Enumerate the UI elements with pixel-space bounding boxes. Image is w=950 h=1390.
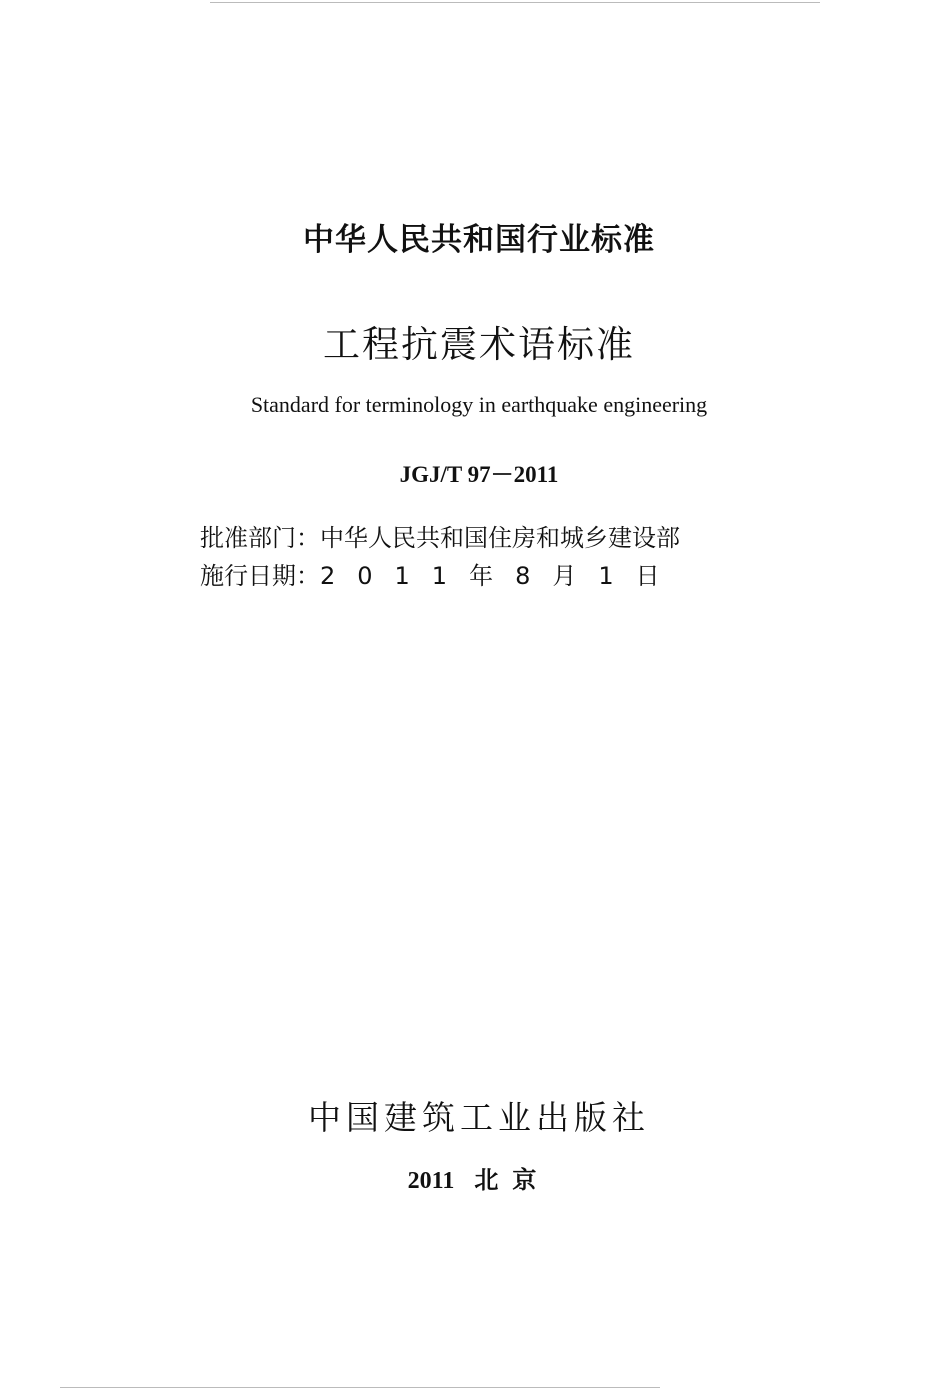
effective-date-value: 2011年8月1日 xyxy=(320,562,682,590)
approver-label: 批准部门： xyxy=(200,524,320,552)
standard-series: 中华人民共和国行业标准 xyxy=(303,222,655,258)
title-english: Standard for terminology in earthquake engineering xyxy=(250,392,708,417)
effective-date-row xyxy=(200,556,682,591)
publication-place xyxy=(0,1160,950,1195)
scan-edge-top xyxy=(210,2,820,3)
scan-edge-bottom xyxy=(60,1387,660,1388)
approver-row xyxy=(200,518,680,553)
publication-city: 北京 xyxy=(474,1166,551,1194)
standard-code: JGJ/T 97－2011 xyxy=(399,462,559,487)
title-chinese: 工程抗震术语标准 xyxy=(323,323,635,366)
publisher: 中国建筑工业出版社 xyxy=(308,1098,650,1137)
publication-year: 2011 xyxy=(407,1168,455,1194)
effective-date-label: 施行日期： xyxy=(200,562,320,590)
approver-value: 中华人民共和国住房和城乡建设部 xyxy=(320,524,680,552)
